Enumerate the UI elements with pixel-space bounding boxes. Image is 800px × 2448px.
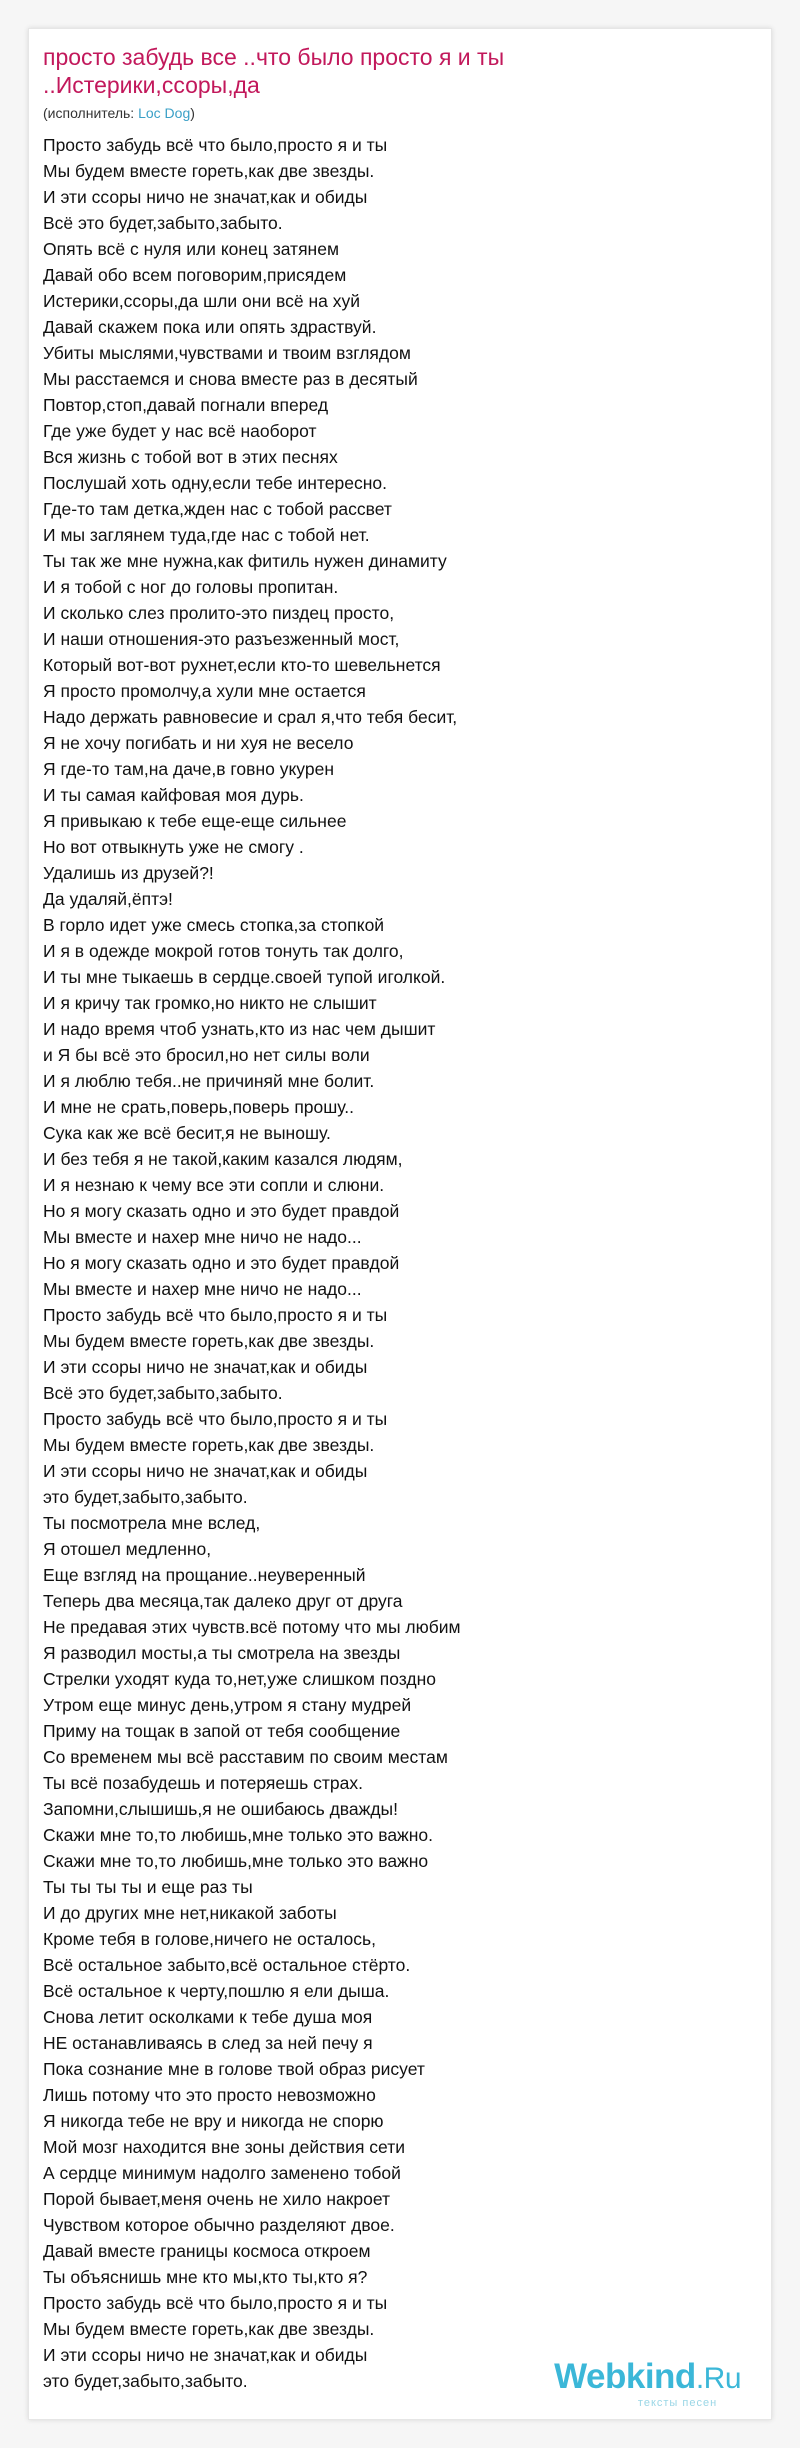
lyric-line: Скажи мне то,то любишь,мне только это важно. bbox=[43, 1825, 434, 1845]
lyric-line: Со временем мы всё расставим по своим местам bbox=[43, 1747, 448, 1767]
lyric-line: Мы вместе и нахер мне ничо не надо... bbox=[43, 1227, 362, 1247]
lyric-line: Лишь потому что это просто невозможно bbox=[43, 2085, 376, 2105]
webkind-logo[interactable] bbox=[554, 2359, 741, 2409]
lyric-line: Я не хочу погибать и ни хуя не весело bbox=[43, 733, 354, 753]
lyric-line: Ты так же мне нужна,как фитиль нужен динамиту bbox=[43, 551, 447, 571]
lyric-line: Стрелки уходят куда то,нет,уже слишком поздно bbox=[43, 1669, 437, 1689]
lyric-line: Я просто промолчу,а хули мне остается bbox=[43, 681, 366, 701]
lyric-line: И я тобой с ног до головы пропитан. bbox=[43, 577, 339, 597]
lyric-line: Ты объяснишь мне кто мы,кто ты,кто я? bbox=[43, 2267, 368, 2287]
lyric-line: И ты самая кайфовая моя дурь. bbox=[43, 785, 304, 805]
lyric-line: Снова летит осколками к тебе душа моя bbox=[43, 2007, 373, 2027]
lyric-line: Чувством которое обычно разделяют двое. bbox=[43, 2215, 395, 2235]
lyric-line: Удалишь из друзей?! bbox=[43, 863, 214, 883]
lyric-line: И мне не срать,поверь,поверь прошу.. bbox=[43, 1097, 355, 1117]
logo-name: Webkind bbox=[554, 2357, 696, 2396]
lyric-line: И я незнаю к чему все эти сопли и слюни. bbox=[43, 1175, 385, 1195]
lyric-line: Всё это будет,забыто,забыто. bbox=[43, 1383, 283, 1403]
lyric-line: Убиты мыслями,чувствами и твоим взглядом bbox=[43, 343, 411, 363]
lyric-line: Всё остальное забыто,всё остальное стёрто. bbox=[43, 1955, 411, 1975]
lyric-line: Где уже будет у нас всё наоборот bbox=[43, 421, 317, 441]
lyric-line: Давай скажем пока или опять здраствуй. bbox=[43, 317, 377, 337]
logo-tagline: тексты песен bbox=[637, 2397, 718, 2409]
lyric-line: Повтор,стоп,давай погнали вперед bbox=[43, 395, 329, 415]
artist-line bbox=[43, 104, 743, 122]
lyric-line: Ты посмотрела мне вслед, bbox=[43, 1513, 261, 1533]
lyric-line: И эти ссоры ничо не значат,как и обиды bbox=[43, 2345, 368, 2365]
lyric-line: А сердце минимум надолго заменено тобой bbox=[43, 2163, 401, 2183]
lyric-line: Опять всё с нуля или конец затянем bbox=[43, 239, 339, 259]
lyric-line: Истерики,ссоры,да шли они всё на хуй bbox=[43, 291, 360, 311]
lyric-line: Но вот отвыкнуть уже не смогу . bbox=[43, 837, 304, 857]
logo-suffix: .Ru bbox=[695, 2362, 741, 2395]
song-title-line2: ..Истерики,ссоры,да bbox=[43, 72, 260, 98]
lyric-line: Я никогда тебе не вру и никогда не спорю bbox=[43, 2111, 384, 2131]
lyric-line: И эти ссоры ничо не значат,как и обиды bbox=[43, 1461, 368, 1481]
lyric-line: Мы расстаемся и снова вместе раз в десятый bbox=[43, 369, 418, 389]
lyric-line: Вся жизнь с тобой вот в этих песнях bbox=[43, 447, 338, 467]
lyrics-text bbox=[43, 132, 743, 2394]
lyric-line: Мы вместе и нахер мне ничо не надо... bbox=[43, 1279, 362, 1299]
lyrics-card bbox=[28, 28, 772, 2420]
lyric-line: Приму на тощак в запой от тебя сообщение bbox=[43, 1721, 401, 1741]
lyric-line: Всё остальное к черту,пошлю я ели дыша. bbox=[43, 1981, 390, 2001]
lyric-line: В горло идет уже смесь стопка,за стопкой bbox=[43, 915, 385, 935]
song-title-line1: просто забудь все ..что было просто я и ты bbox=[43, 44, 505, 70]
lyric-line: Скажи мне то,то любишь,мне только это важно bbox=[43, 1851, 429, 1871]
lyric-line: И наши отношения-это разъезженный мост, bbox=[43, 629, 400, 649]
lyric-line: Запомни,слышишь,я не ошибаюсь дважды! bbox=[43, 1799, 398, 1819]
lyric-line: Мы будем вместе гореть,как две звезды. bbox=[43, 161, 375, 181]
lyric-line: Мы будем вместе гореть,как две звезды. bbox=[43, 2319, 375, 2339]
lyric-line: И я кричу так громко,но никто не слышит bbox=[43, 993, 377, 1013]
lyric-line: Пока сознание мне в голове твой образ рисует bbox=[43, 2059, 425, 2079]
lyric-line: Я разводил мосты,а ты смотрела на звезды bbox=[43, 1643, 401, 1663]
song-header bbox=[43, 43, 743, 122]
lyric-line: Где-то там детка,жден нас с тобой рассвет bbox=[43, 499, 392, 519]
lyric-line: Всё это будет,забыто,забыто. bbox=[43, 213, 283, 233]
lyric-line: Просто забудь всё что было,просто я и ты bbox=[43, 1305, 388, 1325]
lyric-line: Но я могу сказать одно и это будет правдой bbox=[43, 1253, 400, 1273]
lyric-line: это будет,забыто,забыто. bbox=[43, 1487, 248, 1507]
lyric-line: Сука как же всё бесит,я не выношу. bbox=[43, 1123, 331, 1143]
lyric-line: И я в одежде мокрой готов тонуть так долго, bbox=[43, 941, 404, 961]
lyric-line: И надо время чтоб узнать,кто из нас чем дышит bbox=[43, 1019, 436, 1039]
lyric-line: И мы заглянем туда,где нас с тобой нет. bbox=[43, 525, 370, 545]
lyric-line: Да удаляй,ёптэ! bbox=[43, 889, 173, 909]
lyric-line: Надо держать равновесие и срал я,что тебя бесит, bbox=[43, 707, 458, 727]
lyric-line: Но я могу сказать одно и это будет правдой bbox=[43, 1201, 400, 1221]
lyric-line: И ты мне тыкаешь в сердце.своей тупой иголкой. bbox=[43, 967, 446, 987]
lyric-line: это будет,забыто,забыто. bbox=[43, 2371, 248, 2391]
lyric-line: Давай обо всем поговорим,присядем bbox=[43, 265, 347, 285]
lyric-line: Я привыкаю к тебе еще-еще сильнее bbox=[43, 811, 347, 831]
lyric-line: Который вот-вот рухнет,если кто-то шевельнется bbox=[43, 655, 441, 675]
artist-suffix: ) bbox=[190, 105, 195, 121]
lyric-line: НЕ останавливаясь в след за ней печу я bbox=[43, 2033, 373, 2053]
lyric-line: Мой мозг находится вне зоны действия сети bbox=[43, 2137, 405, 2157]
artist-link[interactable]: Loc Dog bbox=[138, 105, 191, 121]
lyric-line: Ты всё позабудешь и потеряешь страх. bbox=[43, 1773, 363, 1793]
lyric-line: И без тебя я не такой,каким казался людям, bbox=[43, 1149, 403, 1169]
lyric-line: Ты ты ты ты и еще раз ты bbox=[43, 1877, 253, 1897]
lyric-line: Теперь два месяца,так далеко друг от друга bbox=[43, 1591, 403, 1611]
lyric-line: Кроме тебя в голове,ничего не осталось, bbox=[43, 1929, 377, 1949]
lyric-line: Мы будем вместе гореть,как две звезды. bbox=[43, 1435, 375, 1455]
lyric-line: И до других мне нет,никакой заботы bbox=[43, 1903, 337, 1923]
lyric-line: Просто забудь всё что было,просто я и ты bbox=[43, 1409, 388, 1429]
lyric-line: Не предавая этих чувств.всё потому что мы любим bbox=[43, 1617, 461, 1637]
lyric-line: Я отошел медленно, bbox=[43, 1539, 212, 1559]
artist-prefix: (исполнитель: bbox=[43, 105, 139, 121]
lyric-line: И эти ссоры ничо не значат,как и обиды bbox=[43, 1357, 368, 1377]
logo-wordmark bbox=[554, 2359, 741, 2397]
lyric-line: И эти ссоры ничо не значат,как и обиды bbox=[43, 187, 368, 207]
lyric-line: И сколько слез пролито-это пиздец просто, bbox=[43, 603, 395, 623]
lyric-line: Давай вместе границы космоса откроем bbox=[43, 2241, 371, 2261]
lyric-line: Я где-то там,на даче,в говно укурен bbox=[43, 759, 334, 779]
lyric-line: Утром еще минус день,утром я стану мудрей bbox=[43, 1695, 412, 1715]
lyric-line: Просто забудь всё что было,просто я и ты bbox=[43, 2293, 388, 2313]
lyric-line: и Я бы всё это бросил,но нет силы воли bbox=[43, 1045, 370, 1065]
lyric-line: Еще взгляд на прощание..неуверенный bbox=[43, 1565, 366, 1585]
lyric-line: Послушай хоть одну,если тебе интересно. bbox=[43, 473, 387, 493]
lyric-line: И я люблю тебя..не причиняй мне болит. bbox=[43, 1071, 375, 1091]
lyric-line: Мы будем вместе гореть,как две звезды. bbox=[43, 1331, 375, 1351]
lyric-line: Порой бывает,меня очень не хило накроет bbox=[43, 2189, 391, 2209]
lyric-line: Просто забудь всё что было,просто я и ты bbox=[43, 135, 388, 155]
song-title bbox=[43, 43, 743, 99]
